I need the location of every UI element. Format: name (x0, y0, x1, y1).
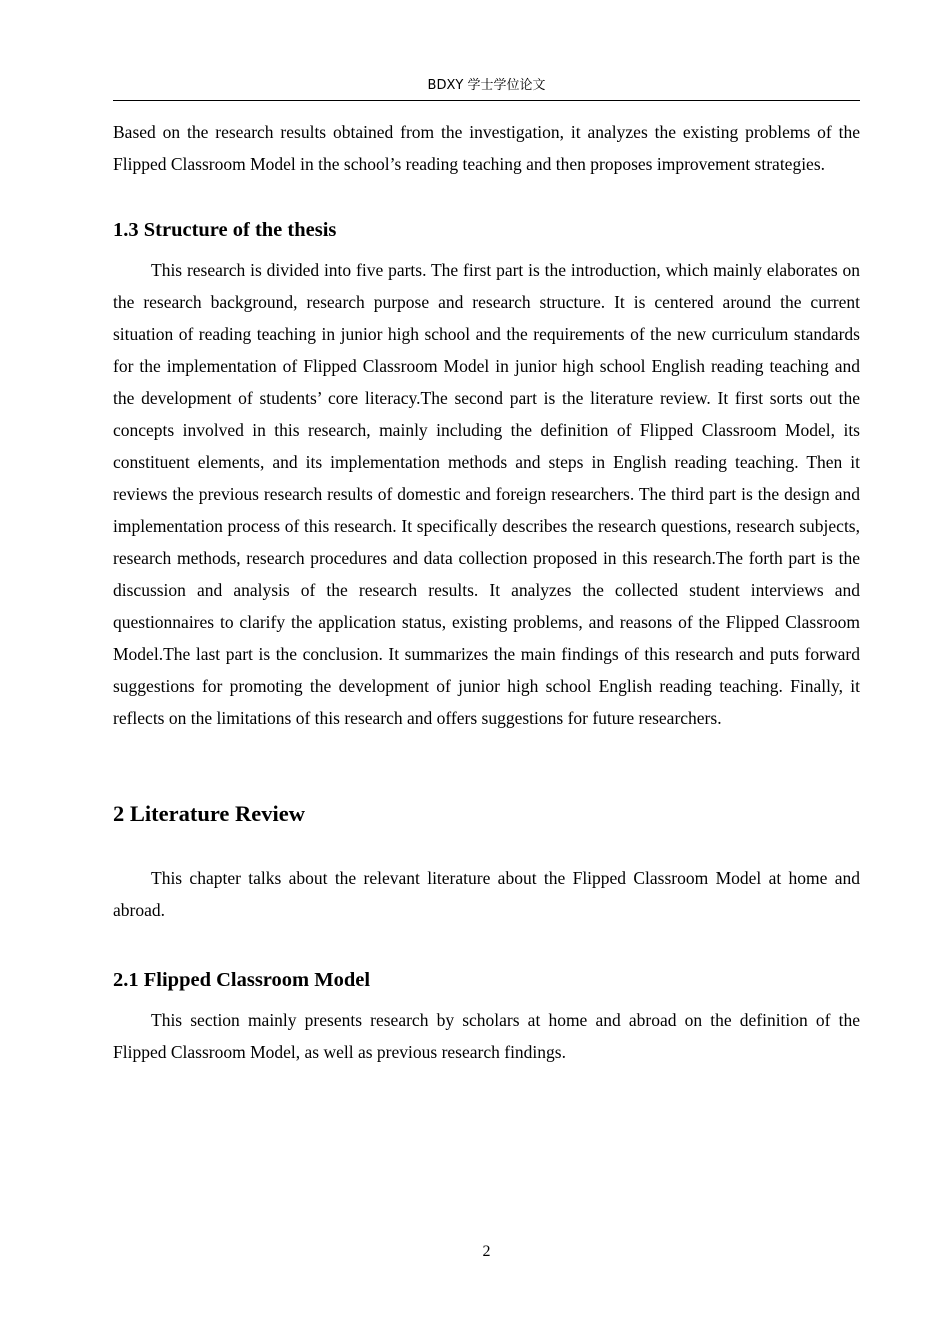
page-content (113, 116, 860, 1068)
header-divider (113, 100, 860, 101)
section-2-1-heading: 2.1 Flipped Classroom Model (113, 969, 371, 991)
running-header: BDXY 学士学位论文 (427, 78, 546, 93)
page-number: 2 (482, 1243, 491, 1260)
intro-paragraph: Based on the research results obtained from the investigation, it analyzes the existing problems of the Flipped Classroom Model in the school’s reading teaching and then proposes improvement strategies. (113, 122, 860, 174)
chapter-2-heading: 2 Literature Review (113, 801, 306, 826)
section-1-3-heading: 1.3 Structure of the thesis (113, 219, 337, 241)
chapter-2-paragraph: This chapter talks about the relevant literature about the Flipped Classroom Model at home and abroad. (113, 868, 860, 920)
section-2-1-paragraph: This section mainly presents research by scholars at home and abroad on the definition of the Flipped Classroom Model, as well as previous research findings. (113, 1010, 860, 1062)
section-1-3-paragraph: This research is divided into five parts. The first part is the introduction, which mainly elaborates on the research background, research purpose and research structure. It is centered around the current situation of reading teaching in junior high school and the requirements of the new curriculum standards for the implementation of Flipped Classroom Model in junior high school English reading teaching and the development of students’ core literacy.The second part is the literature review. It first sorts out the concepts involved in this research, mainly including the definition of Flipped Classroom Model, its constituent elements, and its implementation methods and steps in English reading teaching. Then it reviews the previous research results of domestic and foreign researchers. The third part is the design and implementation process of this research. It specifically describes the research questions, research subjects, research methods, research procedures and data collection proposed in this research.The forth part is the discussion and analysis of the research results. It analyzes the collected student interviews and questionnaires to clarify the application status, existing problems, and reasons of the Flipped Classroom Model.The last part is the conclusion. It summarizes the main findings of this research and puts forward suggestions for promoting the development of junior high school English reading teaching. Finally, it reflects on the limitations of this research and offers suggestions for future researchers. (113, 260, 860, 728)
